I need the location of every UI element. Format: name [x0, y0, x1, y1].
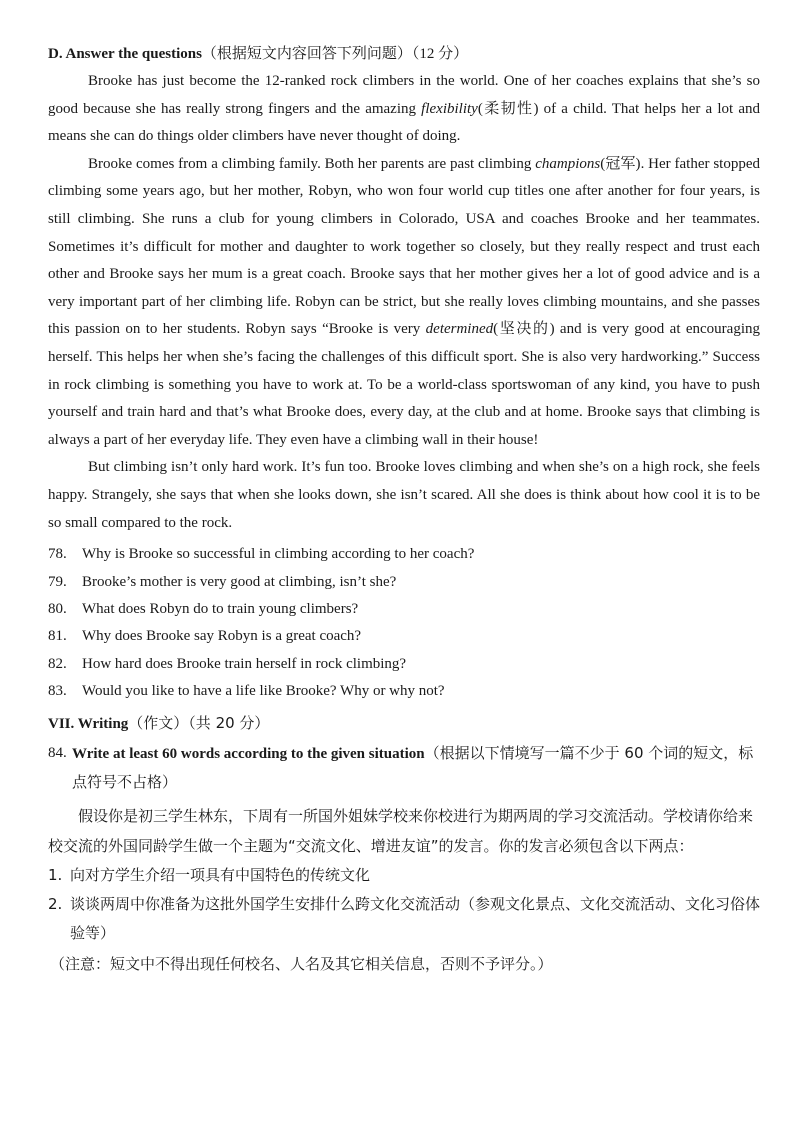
section-d-heading: [48, 40, 760, 68]
question-item: [48, 623, 760, 650]
p2-term-2: determined: [425, 321, 494, 338]
question-list: [48, 541, 760, 705]
task-instruction-en: Write at least 60 words according to the given situation: [72, 745, 425, 762]
p1-text-a: Brooke has just become the 12-ranked rock climbers in the world. One of her coaches explains that she’s so good because she has really strong fingers and the amazing: [48, 73, 760, 117]
point-text: 向对方学生介绍一项具有中国特色的传统文化: [70, 865, 371, 884]
p2-term-1: champions: [535, 155, 601, 172]
writing-situation: 假设你是初三学生林东，下周有一所国外姐妹学校来你校进行为期两周的学习交流活动。学校请你给来校交流的外国同龄学生做一个主题为“交流文化、增进友谊”的发言。你的发言必须包含以下两点：: [48, 806, 754, 855]
question-number: 83.: [48, 683, 67, 700]
passage-paragraph-2: [48, 151, 760, 455]
p2-text-a: Brooke comes from a climbing family. Both her parents are past climbing: [88, 155, 536, 172]
question-number: 79.: [48, 573, 67, 590]
question-number: 80.: [48, 600, 67, 617]
passage-paragraph-3: But climbing isn’t only hard work. It’s fun too. Brooke loves climbing and when she’s on a high rock, she feels happy. Strangely, she says that when she looks down, she isn’t scared. All she does is think about how cool it is to be so small compared to the rock.: [48, 459, 760, 531]
writing-point: [48, 890, 760, 948]
p2-text-b: . Her father stopped climbing some years ago, but her mother, Robyn, who won four world cup titles one after another for four years, is still climbing. She runs a club for young climbers in Colorado, USA and coaches Brooke and her teammates. Sometimes it’s difficult for mother and daughter to work together so closely, but they really respect and trust each other and Brooke says her mum is a great coach. Brooke says that her mother gives her a lot of good advice and is a very important part of her climbing life. Robyn can be strict, but she really loves climbing mountains, and she passes this passion on to her students. Robyn says “Brooke is very: [48, 155, 760, 338]
p1-gloss: (柔韧性): [477, 100, 539, 117]
p2-gloss-2: (坚决的): [493, 321, 555, 338]
writing-score: （作文）（共 20 分）: [128, 713, 270, 732]
point-number: 2.: [48, 894, 63, 913]
p2-text-c: and is very good at encouraging herself. This helps her when she’s facing the challenges of this difficult sport. She is also very hardworking.” Success in rock climbing is something you have to work at. To be a world-class sportswoman of any kind, you have to push yourself and train hard and that’s what Brooke does, every day, at the club and at home. Brooke says that climbing is always a part of her everyday life. They even have a climbing wall in their house!: [48, 321, 760, 448]
question-text: Why is Brooke so successful in climbing according to her coach?: [82, 546, 475, 563]
p1-term: flexibility: [421, 100, 478, 117]
question-item: [48, 569, 760, 596]
passage-paragraph-1: [48, 68, 760, 151]
question-number: 78.: [48, 546, 67, 563]
writing-title: VII. Writing: [48, 715, 129, 732]
point-text: 谈谈两周中你准备为这批外国学生安排什么跨文化交流活动（参观文化景点、文化交流活动、文化习俗体验等）: [70, 894, 761, 942]
writing-heading: [48, 708, 760, 739]
question-text: Why does Brooke say Robyn is a great coach?: [82, 628, 362, 645]
question-text: How hard does Brooke train herself in rock climbing?: [82, 655, 407, 672]
p2-gloss-1: (冠军): [600, 155, 641, 172]
question-number: 82.: [48, 655, 67, 672]
writing-point: [48, 861, 760, 890]
section-d-instruction: （根据短文内容回答下列问题）（12 分）: [201, 46, 469, 62]
p1-text-b: of a child. That helps her a lot and means she can do things older climbers have never thought of doing.: [48, 100, 760, 145]
point-number: 1.: [48, 865, 63, 884]
writing-task: [48, 739, 760, 797]
question-item: [48, 678, 760, 705]
question-text: What does Robyn do to train young climbers?: [82, 600, 359, 617]
task-number: 84.: [48, 744, 67, 761]
question-text: Would you like to have a life like Brooke? Why or why not?: [82, 683, 445, 700]
section-d-title: D. Answer the questions: [48, 46, 202, 62]
writing-note: （注意：短文中不得出现任何校名、人名及其它相关信息，否则不予评分。）: [50, 954, 553, 973]
question-number: 81.: [48, 628, 67, 645]
question-item: [48, 596, 760, 623]
task-instruction-zh: （根据以下情境写一篇不少于 60 个词的短文，标点符号不占格）: [72, 743, 754, 791]
question-text: Brooke’s mother is very good at climbing, isn’t she?: [82, 573, 397, 590]
question-item: [48, 651, 760, 678]
question-item: [48, 541, 760, 568]
